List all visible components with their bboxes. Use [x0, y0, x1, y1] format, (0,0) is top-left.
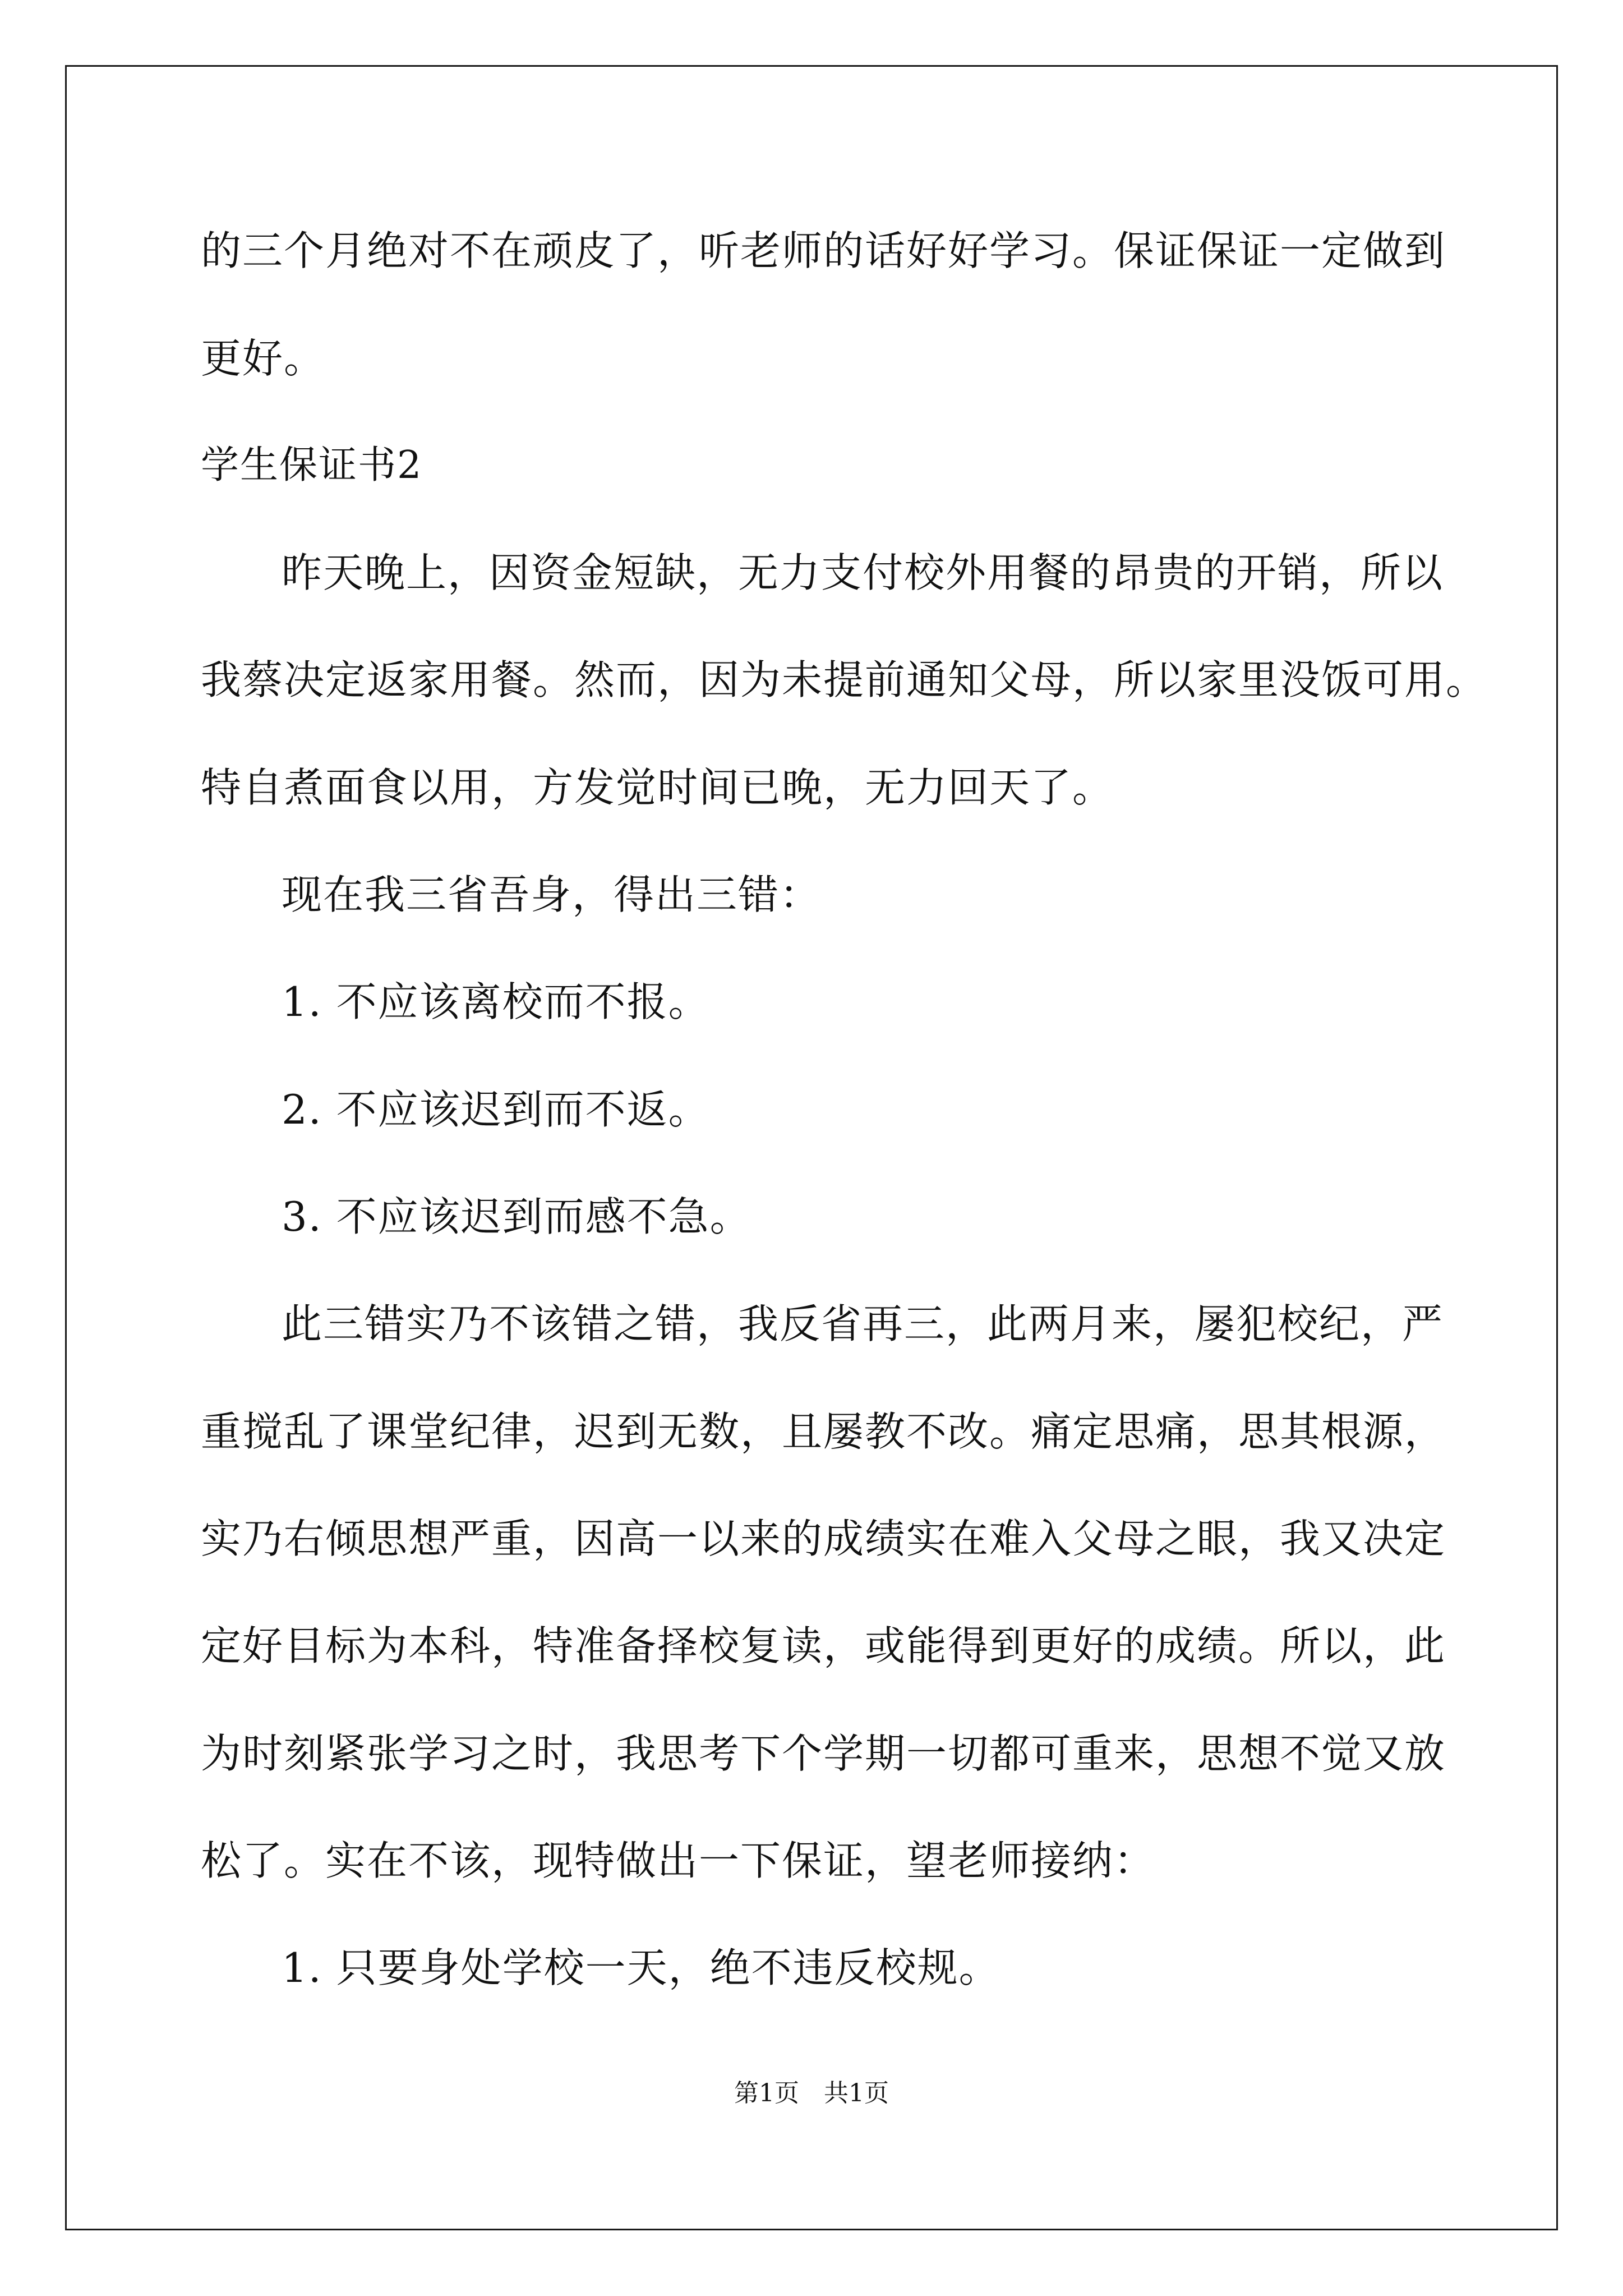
list-item: 1. 不应该离校而不报。 [282, 978, 710, 1025]
paragraph-first-line: 此三错实乃不该错之错，我反省再三，此两月来，屡犯校纪，严 [282, 1300, 1444, 1347]
body-line: 为时刻紧张学习之时，我思考下个学期一切都可重来，思想不觉又放 [201, 1730, 1446, 1777]
paragraph-first-line: 昨天晚上，因资金短缺，无力支付校外用餐的昂贵的开销，所以 [282, 549, 1444, 596]
body-line: 更好。 [201, 335, 326, 382]
body-line: 的三个月绝对不在顽皮了，听老师的话好好学习。保证保证一定做到 [201, 227, 1446, 274]
body-line: 重搅乱了课堂纪律，迟到无数，且屡教不改。痛定思痛，思其根源， [201, 1408, 1446, 1455]
body-line: 松了。实在不该，现特做出一下保证，望老师接纳： [201, 1837, 1156, 1884]
page-border [65, 65, 1558, 2230]
paragraph-first-line: 现在我三省吾身，得出三错： [282, 871, 822, 918]
section-heading: 学生保证书2 [201, 443, 423, 487]
list-item: 1. 只要身处学校一天，绝不违反校规。 [282, 1944, 1000, 1991]
body-line: 实乃右倾思想严重，因高一以来的成绩实在难入父母之眼，我又决定 [201, 1515, 1446, 1562]
page-footer: 第1页 共1页 [734, 2079, 889, 2108]
list-item: 3. 不应该迟到而感不急。 [282, 1193, 751, 1240]
body-line: 定好目标为本科，特准备择校复读，或能得到更好的成绩。所以，此 [201, 1622, 1446, 1669]
body-line: 特自煮面食以用，方发觉时间已晚，无力回天了。 [201, 764, 1114, 811]
body-line: 我蔡决定返家用餐。然而，因为未提前通知父母，所以家里没饭可用。 [201, 656, 1488, 703]
list-item: 2. 不应该迟到而不返。 [282, 1086, 710, 1133]
